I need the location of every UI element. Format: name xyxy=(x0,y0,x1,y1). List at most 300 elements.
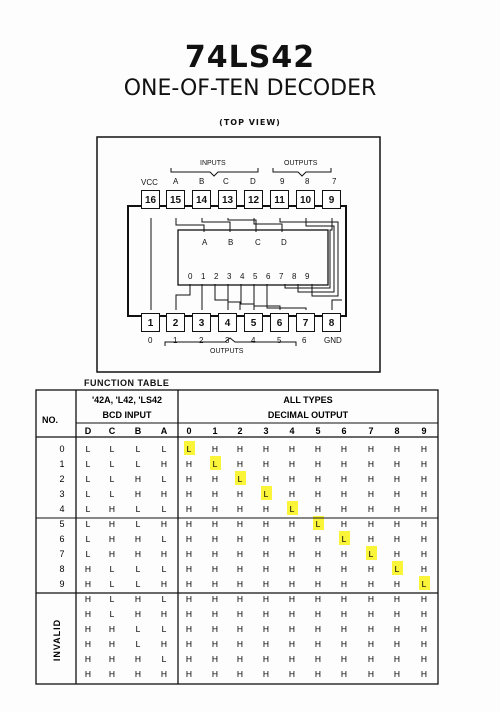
output-cell: H xyxy=(420,489,428,499)
bottom-pin-label: 0 xyxy=(148,336,153,345)
top-pin-label: C xyxy=(223,177,229,186)
output-cell: H xyxy=(236,564,244,574)
bcd-cell: H xyxy=(160,609,168,619)
bcd-cell: L xyxy=(85,459,91,469)
output-cell: H xyxy=(288,624,296,634)
bcd-cell: H xyxy=(108,549,116,559)
output-cell: H xyxy=(288,444,296,454)
output-cell: H xyxy=(340,669,348,679)
bcd-cell: L xyxy=(109,579,115,589)
top-pin-label: A xyxy=(173,177,179,186)
chip-output-label: 6 xyxy=(266,272,271,281)
output-cell: H xyxy=(185,534,193,544)
bottom-pin: 5 xyxy=(244,313,263,332)
chip-output-label: 7 xyxy=(279,272,284,281)
output-cell: H xyxy=(393,669,401,679)
output-cell: H xyxy=(262,594,270,604)
bottom-pin: 2 xyxy=(166,313,185,332)
bcd-cell: H xyxy=(134,549,142,559)
bcd-cell: L xyxy=(85,444,91,454)
gnd-label: GND xyxy=(324,336,342,345)
bcd-column-header: B xyxy=(134,426,142,436)
output-cell: H xyxy=(211,669,219,679)
output-cell: H xyxy=(236,639,244,649)
output-cell: H xyxy=(262,669,270,679)
output-column-header: 1 xyxy=(212,426,218,436)
output-cell: H xyxy=(236,459,244,469)
bcd-cell: H xyxy=(134,594,142,604)
output-cell: H xyxy=(211,444,219,454)
bottom-pin: 3 xyxy=(192,313,211,332)
output-cell: H xyxy=(367,459,375,469)
output-cell: H xyxy=(393,609,401,619)
output-cell: H xyxy=(288,564,296,574)
bcd-cell: L xyxy=(161,624,167,634)
output-cell: H xyxy=(262,609,270,619)
bcd-cell: H xyxy=(160,669,168,679)
output-cell: H xyxy=(262,639,270,649)
output-cell: H xyxy=(288,534,296,544)
output-cell: H xyxy=(262,474,270,484)
chip-input-label: A xyxy=(202,238,208,247)
no-header: NO. xyxy=(42,415,59,425)
row-number: 8 xyxy=(59,564,65,574)
chip-output-label: 5 xyxy=(253,272,258,281)
chip-output-label: 3 xyxy=(227,272,232,281)
view-label: (TOP VIEW) xyxy=(219,118,281,127)
output-cell: L xyxy=(289,504,295,514)
bcd-cell: L xyxy=(161,504,167,514)
output-cell: H xyxy=(314,654,322,664)
bcd-cell: L xyxy=(135,504,141,514)
output-cell: H xyxy=(367,579,375,589)
bcd-cell: L xyxy=(85,519,91,529)
row-number: 4 xyxy=(59,504,65,514)
top-pin: 15 xyxy=(166,190,185,209)
output-cell: H xyxy=(314,534,322,544)
top-pin: 10 xyxy=(296,190,315,209)
bcd-cell: H xyxy=(134,609,142,619)
output-cell: H xyxy=(262,624,270,634)
bcd-cell: H xyxy=(160,489,168,499)
top-pin-label: D xyxy=(250,177,256,186)
output-cell: H xyxy=(367,594,375,604)
top-pin-label: B xyxy=(199,177,205,186)
output-cell: H xyxy=(340,519,348,529)
bottom-pin: 7 xyxy=(296,313,315,332)
output-cell: L xyxy=(368,549,374,559)
inputs-label: INPUTS xyxy=(200,160,226,167)
row-number: 3 xyxy=(59,489,65,499)
output-cell: H xyxy=(340,504,348,514)
output-cell: H xyxy=(340,459,348,469)
bcd-cell: H xyxy=(160,579,168,589)
bcd-cell: L xyxy=(135,624,141,634)
top-pin: 16 xyxy=(141,190,160,209)
bcd-cell: H xyxy=(108,534,116,544)
bcd-cell: L xyxy=(109,594,115,604)
bcd-cell: L xyxy=(109,564,115,574)
bcd-cell: H xyxy=(108,669,116,679)
output-cell: H xyxy=(288,594,296,604)
output-cell: L xyxy=(212,459,218,469)
output-cell: H xyxy=(367,504,375,514)
outputs-bottom-label: OUTPUTS xyxy=(210,348,244,355)
row-number: 2 xyxy=(59,474,65,484)
bcd-cell: L xyxy=(161,564,167,574)
bcd-cell: H xyxy=(108,504,116,514)
bcd-cell: L xyxy=(85,549,91,559)
output-cell: H xyxy=(211,534,219,544)
top-pin-label: 7 xyxy=(332,177,337,186)
bcd-cell: H xyxy=(160,459,168,469)
output-cell: H xyxy=(236,489,244,499)
output-cell: H xyxy=(236,609,244,619)
bcd-cell: H xyxy=(108,654,116,664)
output-cell: H xyxy=(314,669,322,679)
output-cell: H xyxy=(340,564,348,574)
output-cell: H xyxy=(211,474,219,484)
part-number-title: 74LS42 xyxy=(184,40,316,75)
outputs-top-label: OUTPUTS xyxy=(284,160,318,167)
output-cell: H xyxy=(340,594,348,604)
output-cell: H xyxy=(236,579,244,589)
output-cell: H xyxy=(185,549,193,559)
output-cell: H xyxy=(211,639,219,649)
bcd-cell: H xyxy=(134,654,142,664)
output-cell: H xyxy=(262,444,270,454)
output-cell: H xyxy=(420,459,428,469)
output-cell: H xyxy=(211,609,219,619)
output-cell: H xyxy=(211,579,219,589)
output-cell: H xyxy=(420,609,428,619)
output-cell: H xyxy=(262,654,270,664)
output-cell: H xyxy=(185,624,193,634)
output-cell: H xyxy=(420,534,428,544)
row-number: 6 xyxy=(59,534,65,544)
bcd-cell: L xyxy=(109,444,115,454)
bottom-pin-label: 6 xyxy=(302,336,307,345)
output-cell: H xyxy=(236,654,244,664)
output-cell: H xyxy=(420,564,428,574)
output-cell: H xyxy=(340,549,348,559)
bcd-cell: H xyxy=(84,609,92,619)
bottom-pin-label: 4 xyxy=(251,336,256,345)
bcd-cell: H xyxy=(108,624,116,634)
row-number: 1 xyxy=(59,459,65,469)
output-cell: H xyxy=(262,579,270,589)
output-cell: H xyxy=(393,549,401,559)
output-cell: H xyxy=(236,534,244,544)
output-cell: H xyxy=(262,564,270,574)
output-cell: H xyxy=(393,444,401,454)
bcd-cell: L xyxy=(109,609,115,619)
output-cell: H xyxy=(211,519,219,529)
output-cell: H xyxy=(288,579,296,589)
row-number: 7 xyxy=(59,549,65,559)
output-cell: H xyxy=(393,459,401,469)
output-column-header: 2 xyxy=(237,426,243,436)
bcd-cell: L xyxy=(135,519,141,529)
output-column-header: 4 xyxy=(289,426,295,436)
output-cell: H xyxy=(367,624,375,634)
chip-output-label: 9 xyxy=(305,272,310,281)
bottom-pin: 6 xyxy=(270,313,289,332)
output-cell: L xyxy=(421,579,427,589)
output-cell: H xyxy=(185,474,193,484)
output-cell: H xyxy=(236,519,244,529)
output-cell: H xyxy=(236,504,244,514)
output-cell: L xyxy=(263,489,269,499)
output-column-header: 6 xyxy=(341,426,347,436)
output-cell: H xyxy=(367,534,375,544)
output-cell: H xyxy=(211,564,219,574)
output-cell: H xyxy=(314,444,322,454)
output-cell: H xyxy=(262,519,270,529)
chip-output-label: 0 xyxy=(188,272,193,281)
output-cell: H xyxy=(211,504,219,514)
output-cell: H xyxy=(340,444,348,454)
bcd-cell: L xyxy=(161,474,167,484)
output-cell: H xyxy=(367,564,375,574)
output-cell: H xyxy=(393,579,401,589)
bcd-cell: L xyxy=(135,564,141,574)
output-cell: H xyxy=(314,459,322,469)
output-cell: H xyxy=(314,639,322,649)
chip-input-label: B xyxy=(228,238,234,247)
output-cell: H xyxy=(420,639,428,649)
output-cell: H xyxy=(367,639,375,649)
output-cell: H xyxy=(314,474,322,484)
bcd-cell: L xyxy=(109,474,115,484)
bcd-cell: H xyxy=(160,639,168,649)
output-cell: H xyxy=(393,639,401,649)
bottom-pin-label: 2 xyxy=(199,336,204,345)
decimal-output-header: DECIMAL OUTPUT xyxy=(267,410,349,420)
bcd-cell: L xyxy=(109,459,115,469)
bcd-cell: H xyxy=(84,579,92,589)
bcd-cell: H xyxy=(134,489,142,499)
output-cell: H xyxy=(420,444,428,454)
output-cell: H xyxy=(185,669,193,679)
bcd-cell: L xyxy=(109,489,115,499)
output-cell: H xyxy=(340,654,348,664)
row-number: 9 xyxy=(59,579,65,589)
bcd-cell: H xyxy=(108,519,116,529)
bcd-cell: L xyxy=(135,444,141,454)
chip-output-label: 8 xyxy=(292,272,297,281)
bcd-cell: H xyxy=(84,624,92,634)
bcd-cell: L xyxy=(85,474,91,484)
chip-output-label: 1 xyxy=(201,272,206,281)
vcc-label: VCC xyxy=(141,178,158,187)
output-cell: H xyxy=(288,459,296,469)
output-cell: H xyxy=(236,624,244,634)
bcd-cell: L xyxy=(85,534,91,544)
chip-input-label: C xyxy=(255,238,261,247)
output-cell: H xyxy=(314,504,322,514)
output-cell: H xyxy=(236,444,244,454)
bcd-cell: H xyxy=(84,564,92,574)
bcd-cell: H xyxy=(134,669,142,679)
bcd-cell: H xyxy=(84,654,92,664)
bottom-pin: 1 xyxy=(141,313,160,332)
output-cell: H xyxy=(314,624,322,634)
output-cell: H xyxy=(367,519,375,529)
output-cell: H xyxy=(340,579,348,589)
output-cell: H xyxy=(393,519,401,529)
output-cell: H xyxy=(393,654,401,664)
output-cell: H xyxy=(420,594,428,604)
bcd-column-header: C xyxy=(108,426,116,436)
output-cell: H xyxy=(420,549,428,559)
output-column-header: 0 xyxy=(186,426,192,436)
output-cell: H xyxy=(211,549,219,559)
output-cell: L xyxy=(186,444,192,454)
bcd-cell: L xyxy=(161,534,167,544)
top-pin: 14 xyxy=(192,190,211,209)
top-pin-label: 9 xyxy=(280,177,285,186)
output-cell: H xyxy=(314,579,322,589)
output-cell: H xyxy=(314,609,322,619)
top-pin: 12 xyxy=(244,190,263,209)
bottom-pin-label: 5 xyxy=(277,336,282,345)
output-cell: H xyxy=(185,459,193,469)
output-cell: H xyxy=(185,594,193,604)
device-subtitle: ONE-OF-TEN DECODER xyxy=(123,76,377,101)
output-cell: H xyxy=(288,549,296,559)
output-cell: H xyxy=(393,534,401,544)
output-cell: H xyxy=(288,519,296,529)
output-cell: H xyxy=(211,624,219,634)
top-pin-label: 8 xyxy=(305,177,310,186)
output-cell: H xyxy=(420,504,428,514)
output-cell: H xyxy=(393,474,401,484)
output-cell: H xyxy=(367,654,375,664)
output-cell: H xyxy=(367,444,375,454)
bottom-pin-label: 3 xyxy=(225,336,230,345)
output-cell: H xyxy=(314,594,322,604)
output-cell: H xyxy=(367,609,375,619)
bcd-cell: L xyxy=(161,444,167,454)
output-cell: H xyxy=(420,624,428,634)
output-cell: H xyxy=(185,504,193,514)
output-cell: H xyxy=(420,474,428,484)
output-cell: H xyxy=(211,489,219,499)
bcd-cell: L xyxy=(135,639,141,649)
output-cell: H xyxy=(340,474,348,484)
output-column-header: 5 xyxy=(315,426,321,436)
bcd-cell: H xyxy=(160,549,168,559)
bcd-cell: L xyxy=(161,594,167,604)
output-cell: H xyxy=(288,489,296,499)
bcd-cell: H xyxy=(84,594,92,604)
output-column-header: 9 xyxy=(421,426,427,436)
output-cell: H xyxy=(236,549,244,559)
output-cell: H xyxy=(185,654,193,664)
output-cell: H xyxy=(367,489,375,499)
bottom-pin: 4 xyxy=(218,313,237,332)
output-column-header: 7 xyxy=(368,426,374,436)
output-cell: L xyxy=(315,519,321,529)
bcd-cell: H xyxy=(160,519,168,529)
output-cell: H xyxy=(314,489,322,499)
invalid-label: INVALID xyxy=(52,618,62,662)
output-cell: L xyxy=(341,534,347,544)
output-cell: H xyxy=(185,519,193,529)
output-cell: H xyxy=(185,564,193,574)
bcd-cell: H xyxy=(134,474,142,484)
output-cell: H xyxy=(420,669,428,679)
output-cell: H xyxy=(340,639,348,649)
output-cell: H xyxy=(211,594,219,604)
output-cell: H xyxy=(367,669,375,679)
bcd-cell: L xyxy=(85,489,91,499)
chip-input-label: D xyxy=(281,238,287,247)
output-cell: H xyxy=(185,579,193,589)
output-cell: L xyxy=(394,564,400,574)
all-types-header: ALL TYPES xyxy=(283,395,333,405)
bcd-cell: L xyxy=(135,459,141,469)
output-cell: H xyxy=(288,609,296,619)
bcd-cell: L xyxy=(161,654,167,664)
bcd-column-header: A xyxy=(160,426,168,436)
top-pin: 11 xyxy=(270,190,289,209)
bcd-cell: L xyxy=(85,504,91,514)
bottom-pin-label: 1 xyxy=(173,336,178,345)
bcd-header: BCD INPUT xyxy=(102,410,152,420)
output-column-header: 3 xyxy=(263,426,269,436)
output-cell: H xyxy=(393,489,401,499)
output-cell: H xyxy=(262,549,270,559)
top-pin: 13 xyxy=(218,190,237,209)
output-cell: H xyxy=(393,594,401,604)
output-cell: H xyxy=(340,609,348,619)
output-cell: H xyxy=(288,474,296,484)
output-cell: H xyxy=(236,669,244,679)
bcd-cell: H xyxy=(84,669,92,679)
output-cell: H xyxy=(288,639,296,649)
output-cell: H xyxy=(288,654,296,664)
output-cell: H xyxy=(185,609,193,619)
bottom-pin: 8 xyxy=(322,313,341,332)
output-cell: H xyxy=(340,489,348,499)
output-cell: H xyxy=(393,624,401,634)
chip-output-label: 4 xyxy=(240,272,245,281)
bcd-column-header: D xyxy=(84,426,92,436)
bcd-cell: L xyxy=(135,579,141,589)
output-cell: H xyxy=(420,519,428,529)
output-cell: H xyxy=(420,654,428,664)
types-header: '42A, 'L42, 'LS42 xyxy=(92,395,162,405)
row-number: 0 xyxy=(59,444,65,454)
output-cell: H xyxy=(262,459,270,469)
output-cell: H xyxy=(211,654,219,664)
output-cell: H xyxy=(393,504,401,514)
output-cell: H xyxy=(262,504,270,514)
chip-output-label: 2 xyxy=(214,272,219,281)
output-cell: H xyxy=(367,474,375,484)
output-cell: H xyxy=(340,624,348,634)
bcd-cell: H xyxy=(134,534,142,544)
output-cell: H xyxy=(288,669,296,679)
output-cell: H xyxy=(185,489,193,499)
row-number: 5 xyxy=(59,519,65,529)
output-cell: L xyxy=(237,474,243,484)
output-cell: H xyxy=(236,594,244,604)
output-cell: H xyxy=(185,639,193,649)
output-cell: H xyxy=(314,549,322,559)
